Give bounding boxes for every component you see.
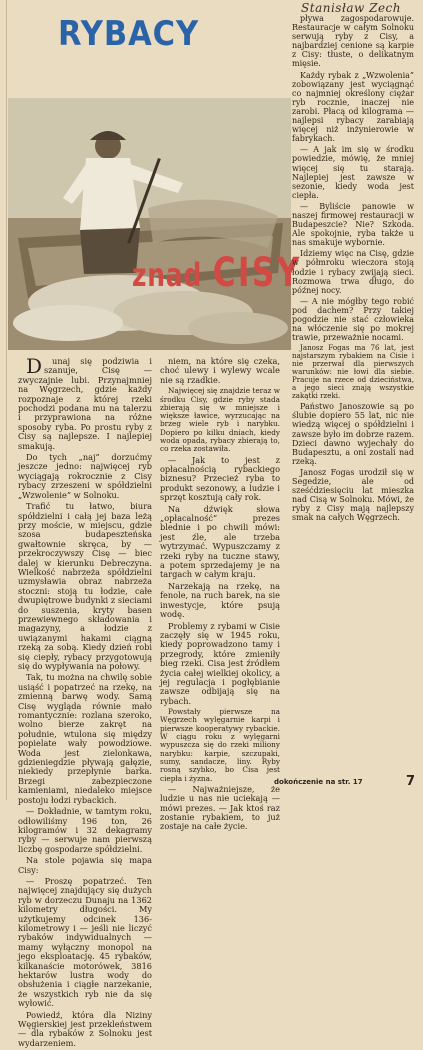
paragraph: — Dokładnie, w tamtym roku, odłowiliśmy 196 ton, 26 kilogramów i 32 dekagramy ryby — serwuje nam pierwszą liczbę gospodarze spółdzielni. xyxy=(18,806,152,854)
author-name: Stanisław Zech xyxy=(301,1,401,15)
paragraph: Dunaj się podziwia i szanuje, Cisę — zwyczajnie lubi. Przynajmniej na Węgrzech, gdzie każdy rozpoznaje z której rzeki pochodzi podana mu na talerzu i przyprawiona na różne sposoby ryba. Po prostu ryby z Cisy są najlepsze. I najlepiej smakują. xyxy=(18,354,152,451)
paragraph: Na dźwięk słowa „opłacalność” prezes blednie i po chwili mówi: jest źle, ale trzeba wytrzymać. Wypuszczamy z rzeki ryby na tuczne stawy, a potem sprzedajemy je na targach w całym kraju. xyxy=(160,503,280,580)
paragraph: Tak, tu można na chwilę sobie usiąść i popatrzeć na rzekę, na zmienną barwę wody. Samą Cisę wygląda równie mało romantycznie: rozlana szeroko, wolno bierze zakręt na południe, wtulona się między popielate wały powodziowe. Woda jest zielonkawa, gdzieniegdzie pływają gałęzie, niekiedy przepłynie barka. Brzegi zabezpieczone kamieniami, niedaleko miejsce postoju łodzi rybackich. xyxy=(18,672,152,805)
continuation-note: dokończenie na str. 17 xyxy=(274,778,363,786)
paragraph: — Najważniejsze, że ludzie u nas nie uciekają — mówi prezes. — Jak ktoś raz zostanie rybakiem, to już zostaje na całe życie. xyxy=(160,783,280,832)
kicker-title: RYBACY xyxy=(58,14,200,54)
paragraph: — Proszę popatrzeć. Ten najwięcej znajdujący się dużych ryb w dorzeczu Dunaju na 1362 kilometry długości. My użytkujemy odcinek 136-kilometrowy i — jeśli nie liczyć rybaków indywidualnych — mamy wyłączny monopol na jego eksploatację. 45 rybaków, kilkanaście motorówek, 3816 hektarów lustra wody do obsłużenia i ciągłe narzekanie, że wszystkich ryb nie da się wyłowić. xyxy=(18,875,152,1009)
fisherman-photo xyxy=(8,98,291,350)
paragraph: — A nie mógłby tego robić pod dachem? Przy takiej pogodzie nie stać człowieka na włóczenie się po mokrej trawie, przeważnie nocami. xyxy=(292,296,414,343)
margin-rule xyxy=(6,0,7,800)
paragraph: Janosz Fogas urodził się w Segedzie, ale od sześćdziesięciu lat mieszka nad Cisą w Solnoku. Mówi, że ryby z Cisy mają najlepszy smak na całych Węgrzech. xyxy=(292,467,414,523)
middle-column xyxy=(160,357,280,834)
paragraph: Na stole pojawia się mapa Cisy: xyxy=(18,855,152,875)
paragraph-small: Janosz Fogas ma 76 lat, jest najstarszym rybakiem na Cisie i nie przerwał dla pierwszych warunków: nie łowi dla siebie. Pracuje na rzece od dzieciństwa, a jego sieci znają wszystkie zakątki rzeki. xyxy=(292,343,414,401)
paragraph: Narzekają na rzekę, na fenole, na ruch barek, na sie inwestycje, które psują wodę. xyxy=(160,580,280,620)
paragraph: Powiedź, która dla Niziny Węgierskiej jest przekleństwem — dla rybaków z Solnoku jest wydarzeniem. xyxy=(18,1009,152,1048)
page-number: 7 xyxy=(405,774,415,789)
right-column xyxy=(292,14,414,525)
paragraph: niem, na które się czeka, choć ulewy i wylewy wcale nie są rzadkie. xyxy=(160,356,280,385)
headline xyxy=(132,250,302,296)
paragraph: Problemy z rybami w Cisie zaczęły się w 1945 roku, kiedy poprowadzono tamy i przegrody, które zmieniły bieg rzeki. Cisa jest źródłem życia całej wielkiej okolicy, a jej regulacja i pogłębianie zawsze odbijają się na rybach. xyxy=(160,620,280,706)
headline-znad: znad xyxy=(132,256,203,294)
paragraph: Państwo Janoszowie są po ślubie dopiero 55 lat, nic nie wiedzą więcej o spółdzielni i zawsze było im dobrze razem. Dzieci dawno wyjechały do Budapesztu, a oni zostali nad rzeką. xyxy=(292,402,414,466)
left-column xyxy=(18,354,152,1050)
paragraph: pływa zagospodarowuje. Restauracje w całym Solnoku serwują ryby z Cisy, a najbardziej cenione są karpie z Cisy: tłuste, o delikatnym mięsie. xyxy=(292,14,414,69)
fisherman-illustration xyxy=(8,98,291,350)
paragraph: — Byliście panowie w naszej firmowej restauracji w Budapeszcie? Nie? Szkoda. Ale spokojnie, ryba także u nas smakuje wybornie. xyxy=(292,201,414,248)
paragraph: Idziemy więc na Cisę, gdzie w półmroku wieczora stoją łodzie i rybacy zwijają sieci. Rozmowa trwa długo, do późnej nocy. xyxy=(292,249,414,295)
paragraph-small: Powstały pierwsze na Węgrzech wylęgarnie karpi i pierwsze kooperatywy rybackie. W ciągu roku z wylęgarni wypuszcza się do rzeki miliony narybku: karpie, szczupaki, sumy, sandacze, liny. Ryby rosną szybko, bo Cisa jest ciepła i żyzna. xyxy=(160,707,280,783)
paragraph: — A jak im się w środku powiedzie, mówię, że mniej więcej się tu starają. Najlepiej jest zawsze w sezonie, kiedy woda jest ciepła. xyxy=(292,145,414,200)
paragraph: — Jak to jest z opłacalnością rybackiego biznesu? Przecież ryba to produkt sezonowy, a ludzie i sprzęt kosztują cały rok. xyxy=(160,454,280,503)
paragraph: Do tych „naj” dorzućmy jeszcze jedno: najwięcej ryb wyciągają rokrocznie z Cisy rybacy zrzeszeni w spółdzielni „Wzwolenie” w Solnoku. xyxy=(18,452,152,500)
paragraph-small: Najwięcej się znajdzie teraz w środku Cisy, gdzie ryby stada zbierają się w mniejsze i większe ławice, wyrzucając na brzeg wiele ryb i narybku. Dopiero po kilku dniach, kiedy woda opada, rybacy zbierają to, co rzeka zostawiła. xyxy=(160,386,280,454)
headline-cisy: CISY xyxy=(212,250,302,296)
paragraph: Trafić tu łatwo, biura spółdzielni i całą jej baza leżą przy moście, w miejscu, gdzie szosa budapeszteńska gwałtownie skręca, by — przekroczywszy Cisę — biec dalej w kierunku Debreczyna. Wielkość nabrzeża spółdzielni uzmysławia obraz nabrzeża stoczni: stoją tu łodzie, całe dwupiętrowe budynki z sieciami do suszenia, kryty basen przewiewnego składowania i magazyny, a łodzie z uwiązanymi hakami ciągną rzeką za sobą. Kiedy dzień robi się ciepły, rybacy przygotowują się do wypływania na połowy. xyxy=(18,501,152,671)
paragraph: Każdy rybak z „Wzwolenia” zobowiązany jest wyciągnąć co najmniej określony ciężar ryb rocznie, inaczej nie zarobi. Płacą od kilograma — najlepsi rybacy zarabiają więcej niż inżynierowie w fabrykach. xyxy=(292,70,414,144)
